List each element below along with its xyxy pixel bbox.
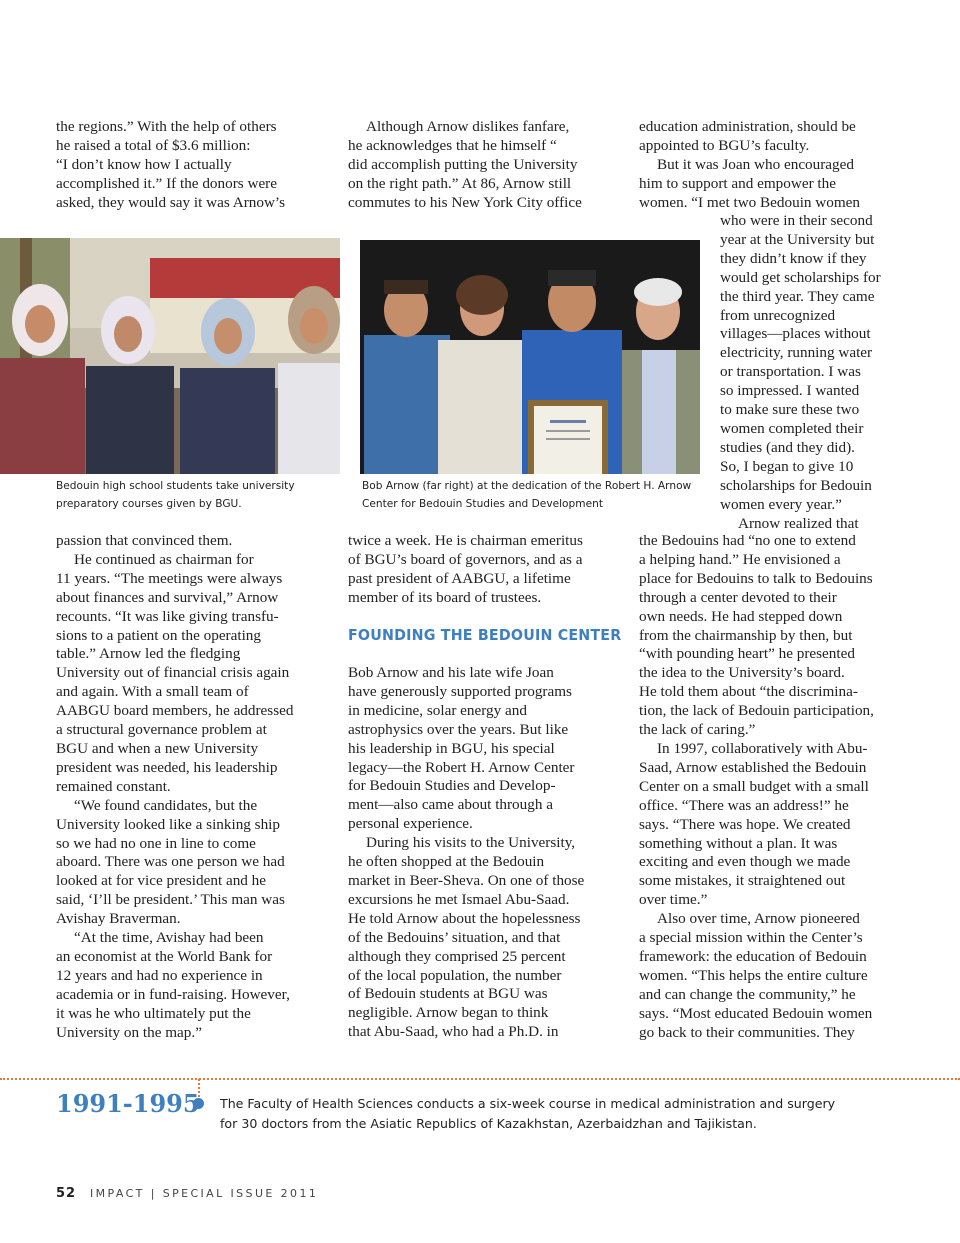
text-line: legacy—the Robert H. Arnow Center [348,758,575,776]
text-line: president was needed, his leadership [56,758,278,776]
text-line: AABGU board members, he addressed [56,702,294,720]
caption-line: Center for Bedouin Studies and Development [362,497,603,510]
text-line: that Abu-Saad, who had a Ph.D. in [348,1023,559,1041]
text-line: would get scholarships for [720,268,881,286]
text-line: commutes to his New York City office [348,193,582,211]
bedouin-students-photo [0,238,340,474]
text-line: or transportation. I was [720,363,861,381]
text-line: He told them about “the discrimina- [639,683,858,701]
text-line: member of its board of trustees. [348,588,542,606]
text-line: from unrecognized [720,306,836,324]
text-line: so impressed. I wanted [720,382,860,400]
section-heading: FOUNDING THE BEDOUIN CENTER [348,626,622,644]
text-line: personal experience. [348,815,473,833]
text-line: exciting and even though we made [639,853,851,871]
column-2-bottom-text [348,664,584,1042]
column-2-mid-text [348,532,583,608]
text-line: recounts. “It was like giving transfu- [56,607,279,625]
text-line: Although Arnow dislikes fanfare, [366,118,570,135]
text-line: education administration, should be [639,118,856,135]
text-line: of the local population, the number [348,966,562,984]
text-line: and can change the community,” he [639,985,856,1003]
text-line: villages—places without [720,325,871,343]
caption-line: Bob Arnow (far right) at the dedication of the Robert H. Arnow [362,480,692,492]
text-line: remained constant. [56,777,171,795]
text-line: says. “There was hope. We created [639,815,851,833]
text-line: he often shopped at the Bedouin [348,853,545,871]
text-line: although they comprised 25 percent [348,947,566,965]
arnow-dedication-image [360,240,700,474]
text-line: so we had no one in line to come [56,834,256,852]
text-line: through a center devoted to their [639,588,837,606]
caption-line: Bedouin high school students take university [56,480,295,492]
text-line: in medicine, solar energy and [348,701,527,719]
text-line: office. “There was an address!” he [639,796,849,814]
text-line: own needs. He had stepped down [639,607,843,625]
text-line: about finances and survival,” Arnow [56,588,279,606]
text-line: of the Bedouins’ situation, and that [348,928,561,946]
text-line: says. “Most educated Bedouin women [639,1004,873,1022]
text-line: academia or in fund-raising. However, [56,985,290,1003]
text-line: women. “I met two Bedouin women [639,193,861,211]
text-line: said, ‘I’ll be president.’ This man was [56,891,285,909]
text-line: ment—also came about through a [348,796,553,814]
text-line: the regions.” With the help of others [56,118,277,135]
bedouin-students-image [0,238,340,474]
text-line: of Bedouin students at BGU was [348,985,548,1003]
text-line: So, I began to give 10 [720,457,854,475]
text-line: a structural governance problem at [56,721,267,739]
text-line: Center on a small budget with a small [639,777,869,795]
right-photo-caption [362,478,691,513]
text-line: asked, they would say it was Arnow’s [56,193,286,211]
timeline-year: 1991-1995 [56,1089,200,1118]
text-line: the lack of caring.” [639,721,756,739]
text-line: an economist at the World Bank for [56,947,273,965]
text-line: twice a week. He is chairman emeritus [348,532,583,549]
column-2-top-text [348,118,582,213]
text-line: go back to their communities. They [639,1023,855,1041]
text-line: passion that convinced them. [56,532,233,549]
text-line: scholarships for Bedouin [720,476,872,494]
text-line: studies (and they did). [720,438,855,456]
caption-line: preparatory courses given by BGU. [56,497,242,510]
text-line: the third year. They came [720,287,875,305]
text-line: of BGU’s board of governors, and as a [348,550,583,568]
timeline-entry [220,1094,835,1134]
text-line: framework: the education of Bedouin [639,947,867,965]
text-line: aboard. There was one person we had [56,853,285,871]
left-photo-caption [56,478,295,513]
text-line: year at the University but [720,230,875,248]
text-line: a helping hand.” He envisioned a [639,550,841,568]
text-line: his leadership in BGU, his special [348,739,555,757]
text-line: women completed their [720,419,864,437]
text-line: In 1997, collaboratively with Abu- [657,739,868,757]
text-line: appointed to BGU’s faculty. [639,136,810,154]
text-line: 11 years. “The meetings were always [56,569,283,587]
page-number: 52 [56,1186,77,1201]
text-line: who were in their second [720,212,873,229]
column-1-bottom-text [56,532,293,1042]
text-line: to make sure these two [720,401,860,419]
column-1-top-text [56,118,285,213]
text-line: on the right path.” At 86, Arnow still [348,174,572,192]
text-line: tion, the lack of Bedouin participation, [639,702,874,720]
text-line: “with pounding heart” he presented [639,645,855,663]
text-line: a special mission within the Center’s [639,929,863,947]
text-line: from the chairmanship by then, but [639,626,853,644]
text-line: for Bedouin Studies and Develop- [348,777,556,795]
text-line: place for Bedouins to talk to Bedouins [639,569,873,587]
text-line: the idea to the University’s board. [639,664,845,682]
text-line: He told Arnow about the hopelessness [348,909,581,927]
arnow-dedication-photo [360,240,700,474]
text-line: accomplished it.” If the donors were [56,174,277,192]
text-line: Avishay Braverman. [56,910,181,928]
text-line: past president of AABGU, a lifetime [348,569,571,587]
text-line: He continued as chairman for [74,550,254,568]
text-line: Saad, Arnow established the Bedouin [639,758,867,776]
timeline-line: The Faculty of Health Sciences conducts a six-week course in medical administration and surgery [220,1096,836,1111]
text-line: the Bedouins had “no one to extend [639,532,856,549]
column-3-bottom-text [639,532,874,1042]
text-line: and again. With a small team of [56,683,249,701]
text-line: him to support and empower the [639,174,836,192]
text-line: he acknowledges that he himself “ [348,136,557,154]
column-3-narrow-text [720,212,881,533]
text-line: something without a plan. It was [639,834,838,852]
text-line: it was he who ultimately put the [56,1004,251,1022]
text-line: Arnow realized that [738,514,859,532]
timeline-divider [0,1078,960,1080]
text-line: market in Beer-Sheva. On one of those [348,871,585,889]
publication-name: IMPACT | SPECIAL ISSUE 2011 [90,1187,319,1200]
text-line: he raised a total of $3.6 million: [56,136,251,154]
text-line: University on the map.” [56,1023,202,1041]
text-line: they didn’t know if they [720,249,867,267]
text-line: negligible. Arnow began to think [348,1004,549,1022]
text-line: women. “This helps the entire culture [639,966,868,984]
text-line: “At the time, Avishay had been [74,929,264,947]
column-3-top-text [639,118,860,213]
text-line: electricity, running water [720,344,873,362]
text-line: looked at for vice president and he [56,872,267,890]
text-line: During his visits to the University, [366,834,576,852]
text-line: women every year.” [720,495,842,513]
text-line: did accomplish putting the University [348,155,578,173]
text-line: “We found candidates, but the [74,796,258,814]
text-line: Bob Arnow and his late wife Joan [348,664,554,681]
text-line: have generously supported programs [348,682,572,700]
text-line: 12 years and had no experience in [56,966,263,984]
page-footer [56,1186,318,1201]
text-line: some mistakes, it straightened out [639,872,846,890]
text-line: Also over time, Arnow pioneered [657,910,860,928]
text-line: “I don’t know how I actually [56,155,232,173]
text-line: University out of financial crisis again [56,664,290,682]
text-line: excursions he met Ismael Abu-Saad. [348,890,570,908]
text-line: sions to a patient on the operating [56,626,261,644]
text-line: BGU and when a new University [56,739,259,757]
text-line: astrophysics over the years. But like [348,720,569,738]
text-line: over time.” [639,891,708,909]
text-line: But it was Joan who encouraged [657,155,854,173]
text-line: University looked like a sinking ship [56,815,280,833]
text-line: table.” Arnow led the fledging [56,645,241,663]
timeline-line: for 30 doctors from the Asiatic Republics of Kazakhstan, Azerbaidzhan and Tajikistan. [220,1116,757,1131]
